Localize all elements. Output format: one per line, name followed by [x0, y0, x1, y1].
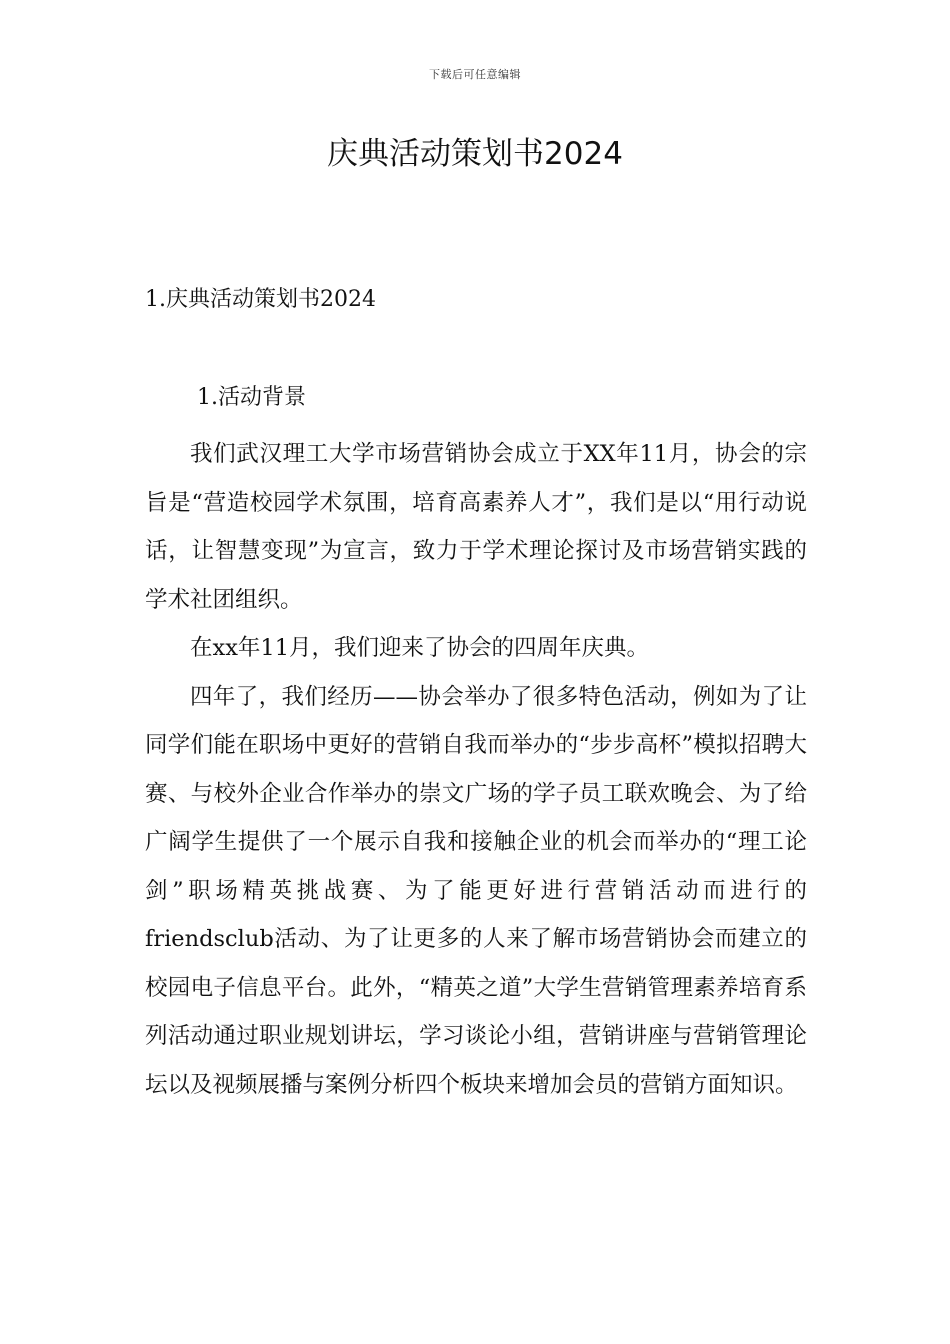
document-title: 庆典活动策划书2024	[327, 136, 623, 172]
paragraph: 在xx年11月，我们迎来了协会的四周年庆典。	[190, 635, 650, 661]
section-heading: 1.庆典活动策划书2024	[145, 287, 376, 312]
paragraph: 我们武汉理工大学市场营销协会成立于XX年11月，协会的宗旨是“营造校园学术氛围，培育高素养人才”，我们是以“用行动说话，让智慧变现”为宣言，致力于学术理论探讨及市场营销实践的学术社团组织。	[145, 441, 807, 613]
body-text	[145, 430, 807, 1109]
paragraph: 四年了，我们经历——协会举办了很多特色活动，例如为了让同学们能在职场中更好的营销自我而举办的“步步高杯”模拟招聘大赛、与校外企业合作举办的崇文广场的学子员工联欢晚会、为了给广阔学生提供了一个展示自我和接触企业的机会而举办的“理工论剑”职场精英挑战赛、为了能更好进行营销活动而进行的friendsclub活动、为了让更多的人来了解市场营销协会而建立的校园电子信息平台。此外，“精英之道”大学生营销管理素养培育系列活动通过职业规划讲坛，学习谈论小组，营销讲座与营销管理论坛以及视频展播与案例分析四个板块来增加会员的营销方面知识。	[145, 683, 807, 1098]
sub-heading: 1.活动背景	[197, 385, 306, 410]
header-note: 下载后可任意编辑	[429, 68, 521, 81]
